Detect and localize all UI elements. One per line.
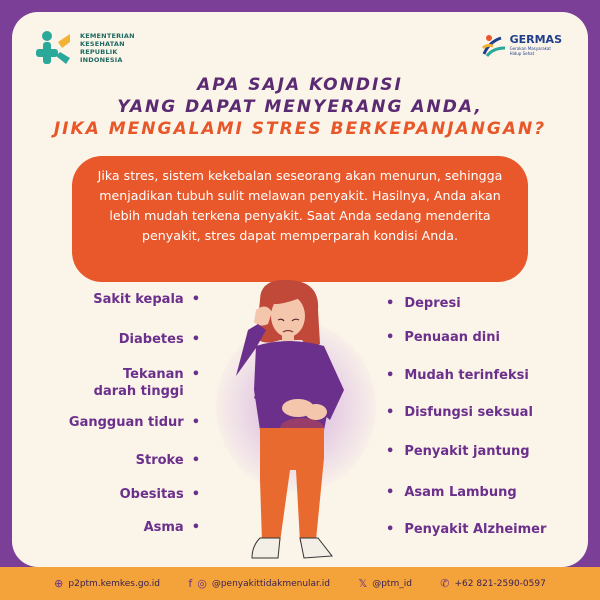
kemenkes-line: KEMENTERIAN: [80, 32, 135, 40]
social-handle-text: @penyakittidakmenular.id: [211, 578, 330, 589]
x-handle-text: @ptm_id: [372, 578, 412, 589]
conditions-left-list: [12, 12, 200, 567]
title-line-2: YANG DAPAT MENYERANG ANDA,: [117, 97, 483, 117]
conditions-right-list: [386, 12, 586, 567]
footer-website[interactable]: [54, 577, 160, 590]
list-item: Obesitas •: [119, 487, 200, 502]
footer-bar: [0, 567, 600, 600]
list-item: • Asam Lambung: [386, 485, 517, 500]
facebook-icon: f: [188, 577, 193, 590]
footer-x[interactable]: [358, 577, 412, 590]
globe-icon: ⊕: [54, 577, 64, 590]
list-item: Tekanan darah tinggi •: [93, 367, 200, 399]
x-icon: 𝕏: [358, 577, 368, 590]
footer-phone[interactable]: [440, 577, 546, 590]
list-item: • Penuaan dini: [386, 330, 500, 345]
list-item: Sakit kepala •: [93, 292, 200, 307]
list-item: Stroke •: [135, 453, 200, 468]
woman-stomach-pain-illustration: [220, 280, 370, 567]
list-item: • Depresi: [386, 296, 461, 311]
footer-social[interactable]: [188, 577, 330, 590]
website-text: p2ptm.kemkes.go.id: [68, 578, 160, 589]
title-line-1: APA SAJA KONDISI: [197, 75, 403, 95]
title-line-3: JIKA MENGALAMI STRES BERKEPANJANGAN?: [53, 119, 547, 139]
phone-text: +62 821-2590-0597: [454, 578, 546, 589]
list-item: Asma •: [143, 520, 200, 535]
list-item: • Mudah terinfeksi: [386, 368, 529, 383]
instagram-icon: ◎: [197, 577, 207, 590]
kemenkes-line: INDONESIA: [80, 56, 123, 64]
info-text: Jika stres, sistem kekebalan seseorang akan menurun, sehingga menjadikan tubuh sulit melawan penyakit. Hasilnya, Anda akan lebih mudah terkena penyakit. Saat Anda sedang menderita penyakit, stres dapat memperparah kondisi Anda.: [97, 168, 503, 243]
list-item: • Disfungsi seksual: [386, 405, 533, 420]
list-item: Gangguan tidur •: [68, 415, 200, 430]
germas-tagline: Gerakan Masyarakat Hidup Sehat: [509, 46, 551, 56]
kemenkes-line: REPUBLIK: [80, 48, 118, 56]
list-item: Diabetes •: [118, 332, 200, 347]
list-item: • Penyakit jantung: [386, 444, 530, 459]
germas-word: GERMAS: [509, 33, 562, 46]
list-item: • Penyakit Alzheimer: [386, 522, 547, 537]
whatsapp-icon: ✆: [440, 577, 450, 590]
kemenkes-line: KESEHATAN: [80, 40, 125, 48]
infographic-card: [12, 12, 588, 567]
